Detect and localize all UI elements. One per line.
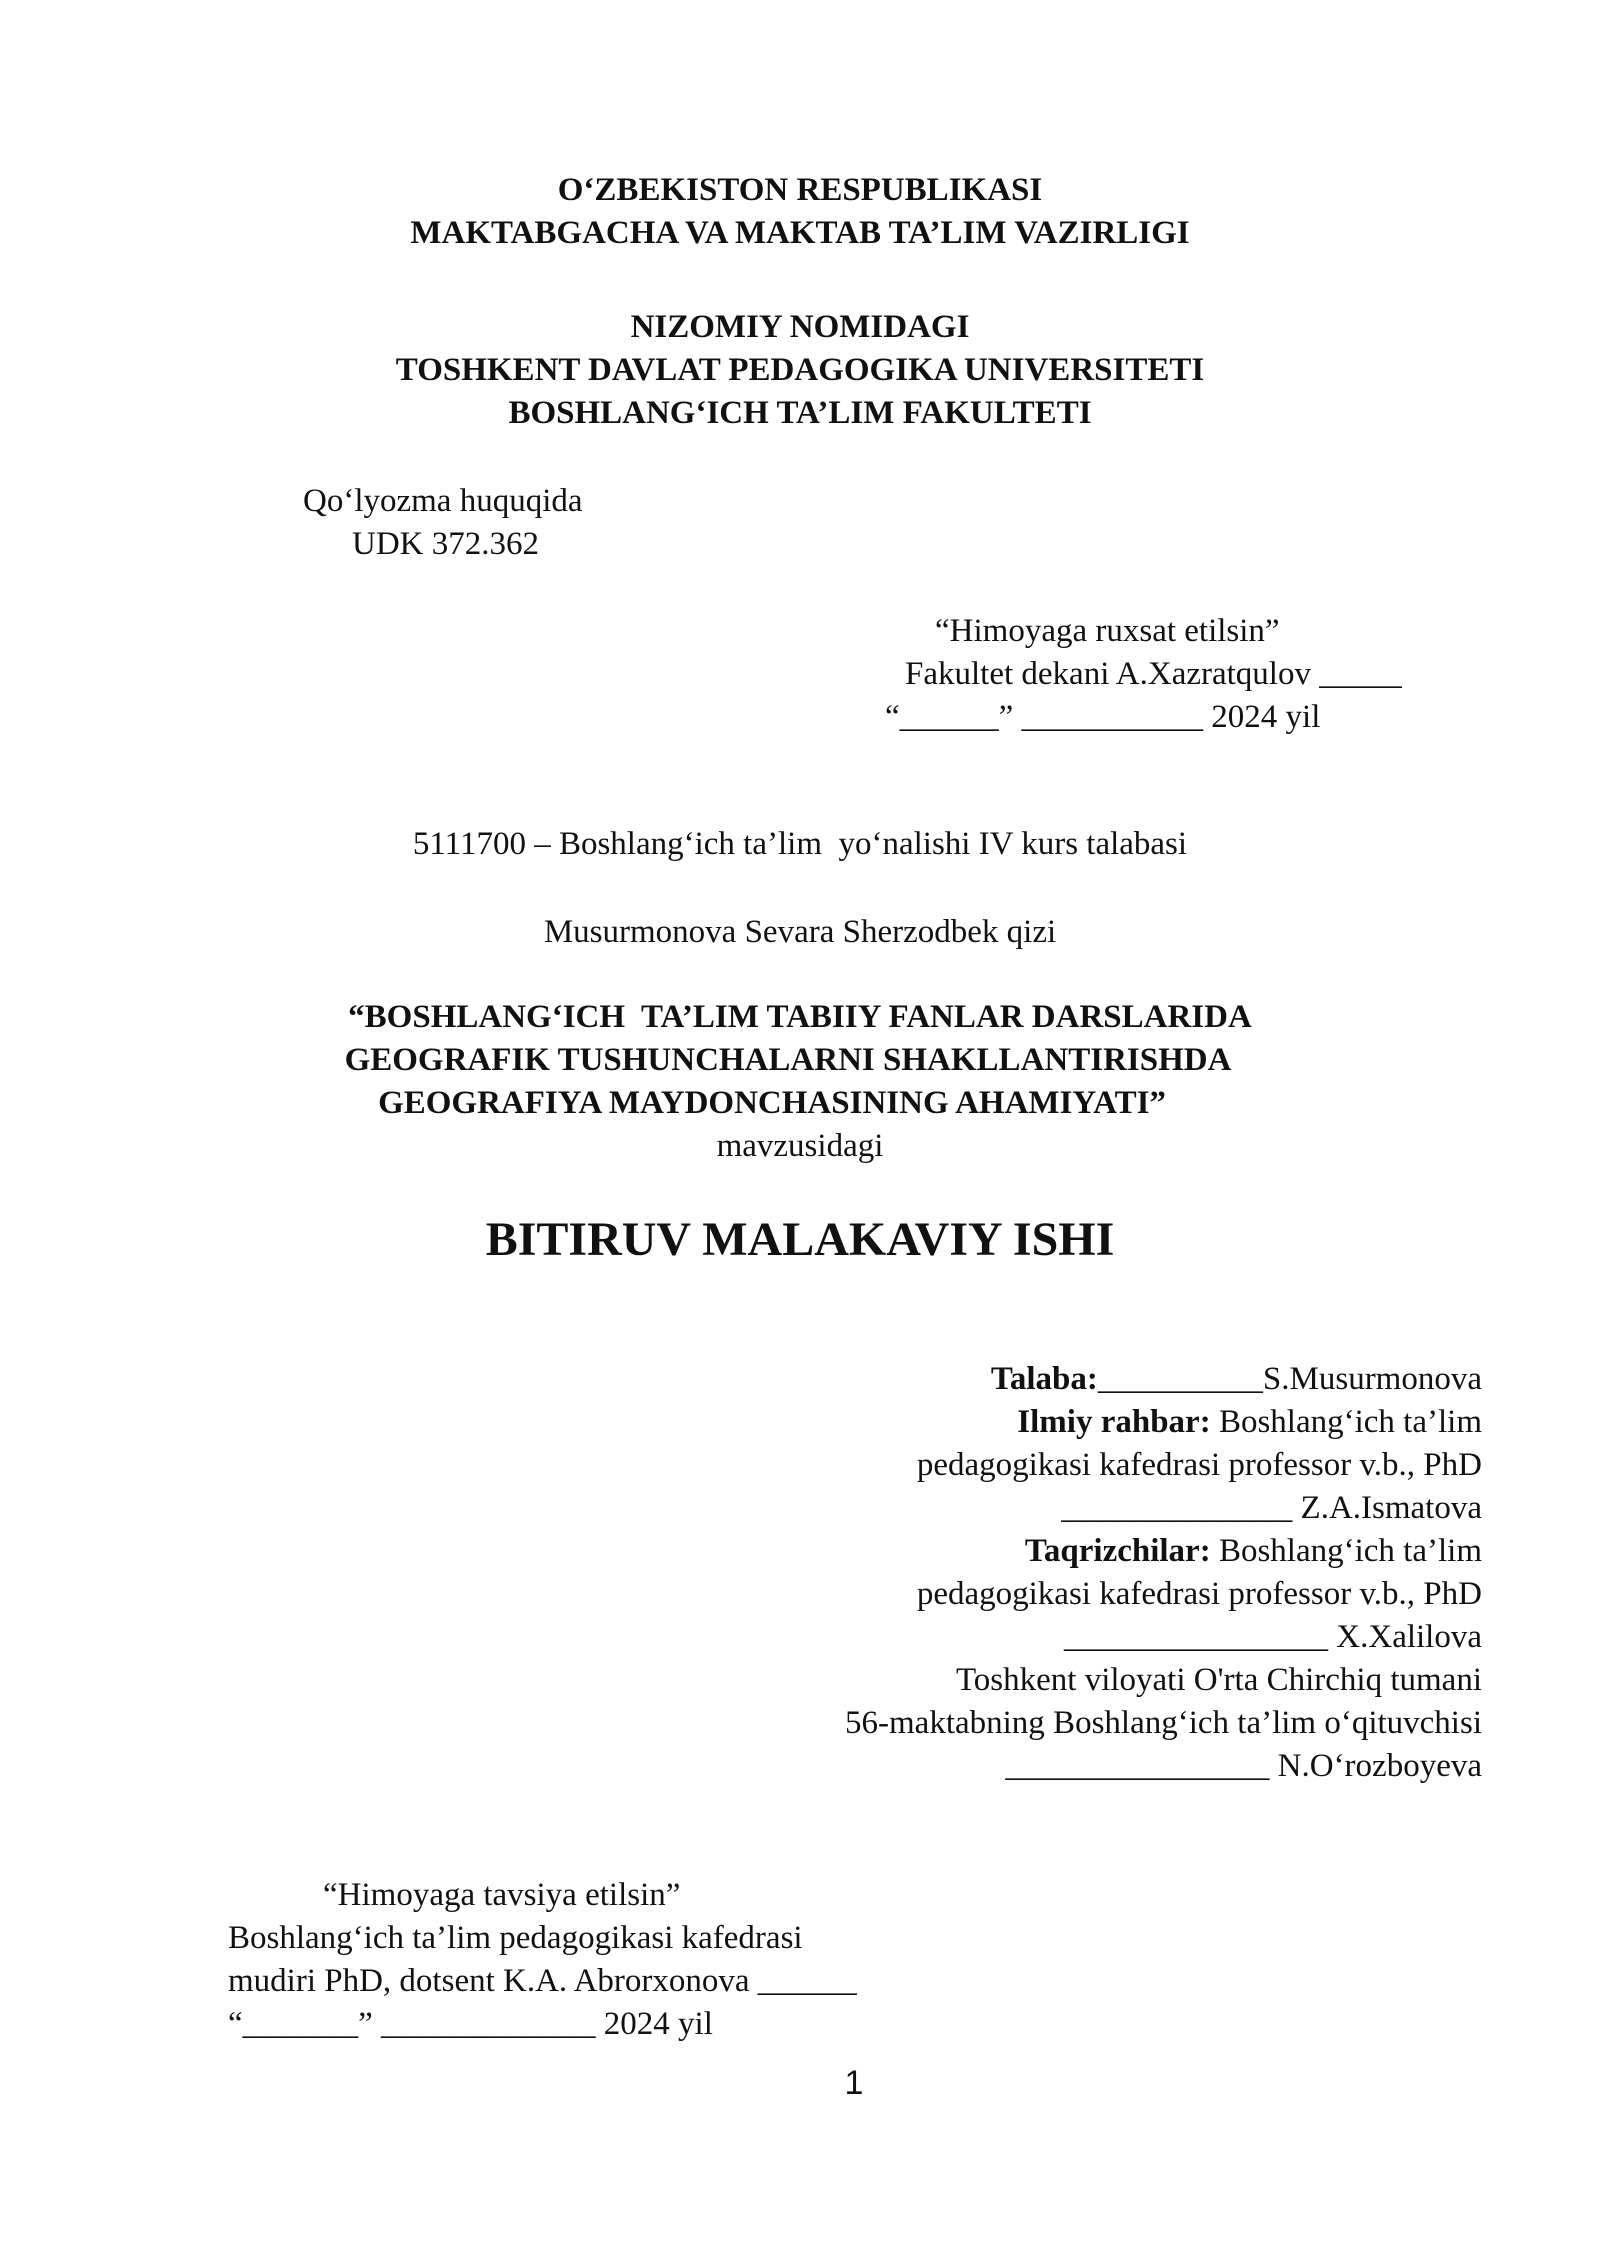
- topic-line-3: GEOGRAFIYA MAYDONCHASINING AHAMIYATI”: [378, 1085, 1166, 1121]
- university-line-2: TOSHKENT DAVLAT PEDAGOGIKA UNIVERSITETI: [395, 352, 1205, 388]
- topic-line-1: “BOSHLANG‘ICH TA’LIM TABIIY FANLAR DARSLARIDA: [348, 999, 1252, 1035]
- study-program: 5111700 – Boshlang‘ich ta’lim yo‘nalishi IV kurs talabasi: [412, 826, 1188, 862]
- student-signature-row: [0, 1358, 1482, 1401]
- reviewers-row: [0, 1530, 1482, 1573]
- udk-code: UDK 372.362: [352, 526, 539, 562]
- reviewers-label: Taqrizchilar:: [1024, 1533, 1211, 1569]
- supervisor-signature: ______________ Z.A.Ismatova: [1061, 1490, 1482, 1526]
- dean-signature-line: Fakultet dekani A.Xazratqulov _____: [905, 656, 1402, 692]
- faculty-line: BOSHLANG‘ICH TA’LIM FAKULTETI: [508, 395, 1092, 431]
- reviewers-value: Boshlang‘ich ta’lim: [1210, 1533, 1482, 1569]
- ministry-line-1: O‘ZBEKISTON RESPUBLIKASI: [557, 172, 1043, 208]
- department-line: Boshlang‘ich ta’lim pedagogikasi kafedrasi: [228, 1920, 803, 1956]
- recommend-date-line: “_______” _____________ 2024 yil: [228, 2006, 713, 2042]
- work-title: BITIRUV MALAKAVIY ISHI: [485, 1213, 1115, 1266]
- reviewer-1-position: pedagogikasi kafedrasi professor v.b., PhD: [916, 1576, 1482, 1612]
- approval-quote: “Himoyaga ruxsat etilsin”: [935, 613, 1280, 649]
- ministry-line-2: MAKTABGACHA VA MAKTAB TA’LIM VAZIRLIGI: [410, 215, 1190, 251]
- page-number: 1: [844, 2064, 864, 2102]
- university-line-1: NIZOMIY NOMIDAGI: [630, 309, 970, 345]
- head-signature-line: mudiri PhD, dotsent K.A. Abrorxonova ______: [228, 1963, 857, 1999]
- topic-suffix: mavzusidagi: [716, 1128, 884, 1164]
- supervisor-value: Boshlang‘ich ta’lim: [1210, 1404, 1482, 1440]
- supervisor-position: pedagogikasi kafedrasi professor v.b., PhD: [916, 1447, 1482, 1483]
- supervisor-label: Ilmiy rahbar:: [1017, 1404, 1211, 1440]
- recommend-quote: “Himoyaga tavsiya etilsin”: [323, 1877, 681, 1913]
- student-label: Talaba:: [990, 1361, 1098, 1397]
- approval-date-line: “______” ___________ 2024 yil: [885, 699, 1321, 735]
- topic-line-2: GEOGRAFIK TUSHUNCHALARNI SHAKLLANTIRISHDA: [344, 1042, 1232, 1078]
- reviewer-2-location: Toshkent viloyati O'rta Chirchiq tumani: [955, 1662, 1482, 1698]
- student-full-name: Musurmonova Sevara Sherzodbek qizi: [543, 914, 1057, 950]
- student-signature-value: __________S.Musurmonova: [1097, 1361, 1482, 1397]
- supervisor-row: [0, 1401, 1482, 1444]
- reviewer-2-position: 56-maktabning Boshlang‘ich ta’lim o‘qituvchisi: [845, 1705, 1482, 1741]
- manuscript-rights: Qo‘lyozma huquqida: [303, 483, 583, 519]
- reviewer-2-signature: ________________ N.O‘rozboyeva: [1005, 1748, 1482, 1784]
- reviewer-1-signature: ________________ X.Xalilova: [1064, 1619, 1482, 1655]
